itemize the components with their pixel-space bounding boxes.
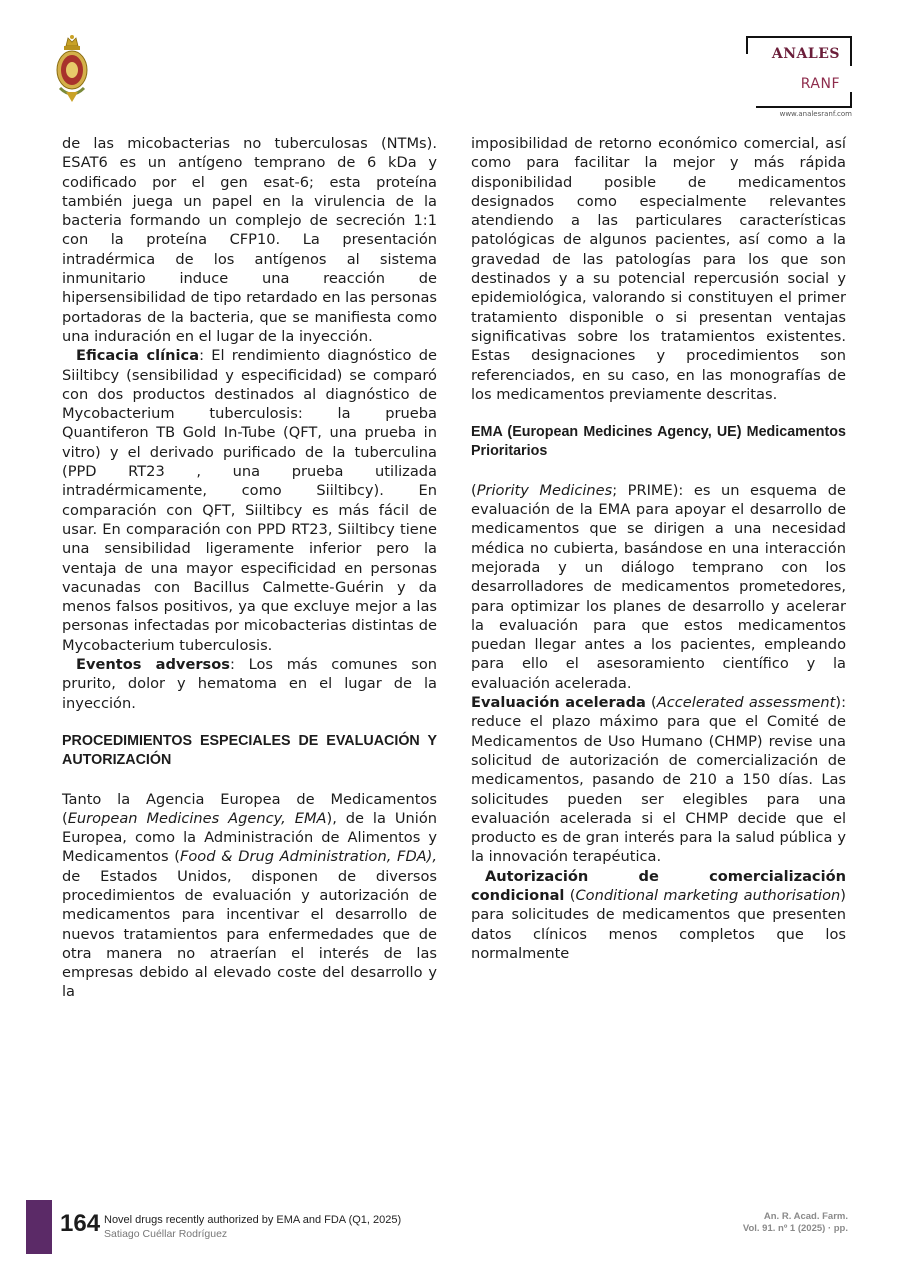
text-agencies-e: de Estados Unidos, disponen de diversos procedimientos de evaluación y autorización de medicamentos para incentivar el desarrollo de nuevos tratamientos para enfermedades que de otra manera no atraerían el interés de las empresas debido al elevado coste del desarrollo y la <box>62 867 437 1001</box>
text-clinical-efficacy: : El rendimiento diagnóstico de Siiltibcy (sensibilidad y especificidad) se comparó con dos productos destinados al diagnóstico de Mycobacterium tuberculosis: la prueba Quantiferon TB Gold In-Tube (QFT, una prueba in vitro) y el derivado purificado de la tuberculina (PPD RT23 , una prueba utilizada intradérmicamente, como Siiltibcy). En comparación con QFT, Siiltibcy es más fácil de usar. En comparación con PPD RT23, Siiltibcy tiene una sensibilidad ligeramente inferior pero la ventaja de una mayor especificidad en personas vacunadas con Bacillus Calmette-Guérin y da menos falsos positivos, ya que excluye mejor a las personas infectadas por micobacterias distintas de Mycobacterium tuberculosis. <box>62 347 438 654</box>
paragraph-prime <box>471 481 846 693</box>
paragraph-ntms: de las micobacterias no tuberculosas (NTMs). ESAT6 es un antígeno temprano de 6 kDa y codificado por el gen esat-6; esta proteína también juega un papel en la virulencia de la bacteria formando un complejo de secreción 1:1 con la proteína CFP10. La presentación intradérmica de los antígenos al sistema inmunitario induce una reacción de hipersensibilidad de tipo retardado en las personas portadoras de la bacteria, que se manifiesta como una induración en el lugar de la inyección. <box>62 135 437 345</box>
text-fda-name: Food & Drug Administration, FDA), <box>179 848 437 866</box>
heading-ema-prime: EMA (European Medicines Agency, UE) Medicamentos Prioritarios <box>471 424 846 460</box>
label-conditional: Autorización de comercialización condicional <box>471 867 846 904</box>
logo-anales-text: ANALES <box>771 46 840 62</box>
logo-url-text: www.analesranf.com <box>779 110 852 118</box>
label-accelerated: Evaluación acelerada <box>471 694 646 712</box>
label-clinical-efficacy: Eficacia clínica <box>76 347 200 365</box>
text-prime-c: ; PRIME): es un esquema de evaluación de la EMA para apoyar el desarrollo de medicamentos que se dirigen a una necesidad médica no cubierta, basándose en una interacción mejorada y un diálogo temprano con los desarrolladores de medicamentos prometedores, para optimizar los planes de desarrollo y acelerar la evaluación para que estos medicamentos puedan llegar antes a los pacientes, empleando para ello el asesoramiento científico y la evaluación acelerada. <box>471 481 846 692</box>
label-adverse-events: Eventos adversos <box>76 656 230 674</box>
text-accelerated-a: ( <box>645 694 657 712</box>
text-adverse-events: : Los más comunes son prurito, dolor y hematoma en el lugar de la inyección. <box>62 656 437 712</box>
text-accelerated-c: ): reduce el plazo máximo para que el Comité de Medicamentos de Uso Humano (CHMP) revise una solicitud de autorización de comercialización de medicamentos, pasando de 210 a 150 días. Las solicitudes pueden ser elegibles para una evaluación acelerada si el CHMP decide que el producto es de gran interés para la salud pública y la innovación terapéutica. <box>471 694 846 866</box>
paragraph-designations: imposibilidad de retorno económico comercial, así como para facilitar la mejor y más rápida disponibilidad posible de medicamentos designados como especialmente relevantes atendiendo a las particulares características patológicas de algunos pacientes, así como a la gravedad de las patologías para los que son destinados y a su potencial repercusión social y epidemiológica, valorando si constituyen el primer tratamiento disponible o si presentan ventajas significativas sobre los tratamientos existentes. Estas designaciones y procedimientos son referenciados, en su caso, en las monografías de los medicamentos previamente descritas. <box>471 135 846 403</box>
paragraph-accelerated <box>471 693 846 867</box>
text-ema-name: European Medicines Agency, EMA <box>67 809 327 827</box>
text-conditional-marketing: Conditional marketing authorisation <box>575 886 841 904</box>
page-number: 164 <box>60 1210 101 1237</box>
left-column <box>62 134 437 1002</box>
logo-ranf-text: RANF <box>800 76 840 92</box>
right-column <box>471 134 846 963</box>
footer-article-title: Novel drugs recently authorized by EMA and FDA (Q1, 2025) <box>104 1214 402 1226</box>
text-priority-medicines: Priority Medicines <box>476 481 613 499</box>
paragraph-agencies <box>62 790 437 1002</box>
text-agencies-a: Tanto la Agencia Europea de Medicamentos ( <box>62 790 437 827</box>
footer-author: Satiago Cuéllar Rodríguez <box>104 1228 228 1240</box>
paragraph-adverse-events <box>62 655 437 713</box>
text-conditional-c: ) para solicitudes de medicamentos que presenten datos clínicos menos completos que los normalmente <box>471 886 846 962</box>
paragraph-clinical-efficacy <box>62 346 437 655</box>
text-prime-a: ( <box>471 481 477 499</box>
footer-journal-citation <box>743 1211 848 1235</box>
paragraph-conditional <box>471 867 846 963</box>
text-accelerated-assessment: Accelerated assessment <box>656 694 836 712</box>
journal-line-1: An. R. Acad. Farm. <box>763 1211 848 1222</box>
text-agencies-c: ), de la Unión Europea, como la Administración de Alimentos y Medicamentos ( <box>62 809 437 866</box>
text-conditional-a: ( <box>564 886 576 904</box>
anales-ranf-logo <box>742 36 852 120</box>
academy-crest-logo <box>52 34 92 104</box>
journal-line-2: Vol. 91. nº 1 (2025) · pp. <box>742 1223 848 1234</box>
heading-special-procedures: PROCEDIMIENTOS ESPECIALES DE EVALUACIÓN Y AUTORIZACIÓN <box>62 732 437 769</box>
footer-accent-bar <box>26 1200 52 1254</box>
